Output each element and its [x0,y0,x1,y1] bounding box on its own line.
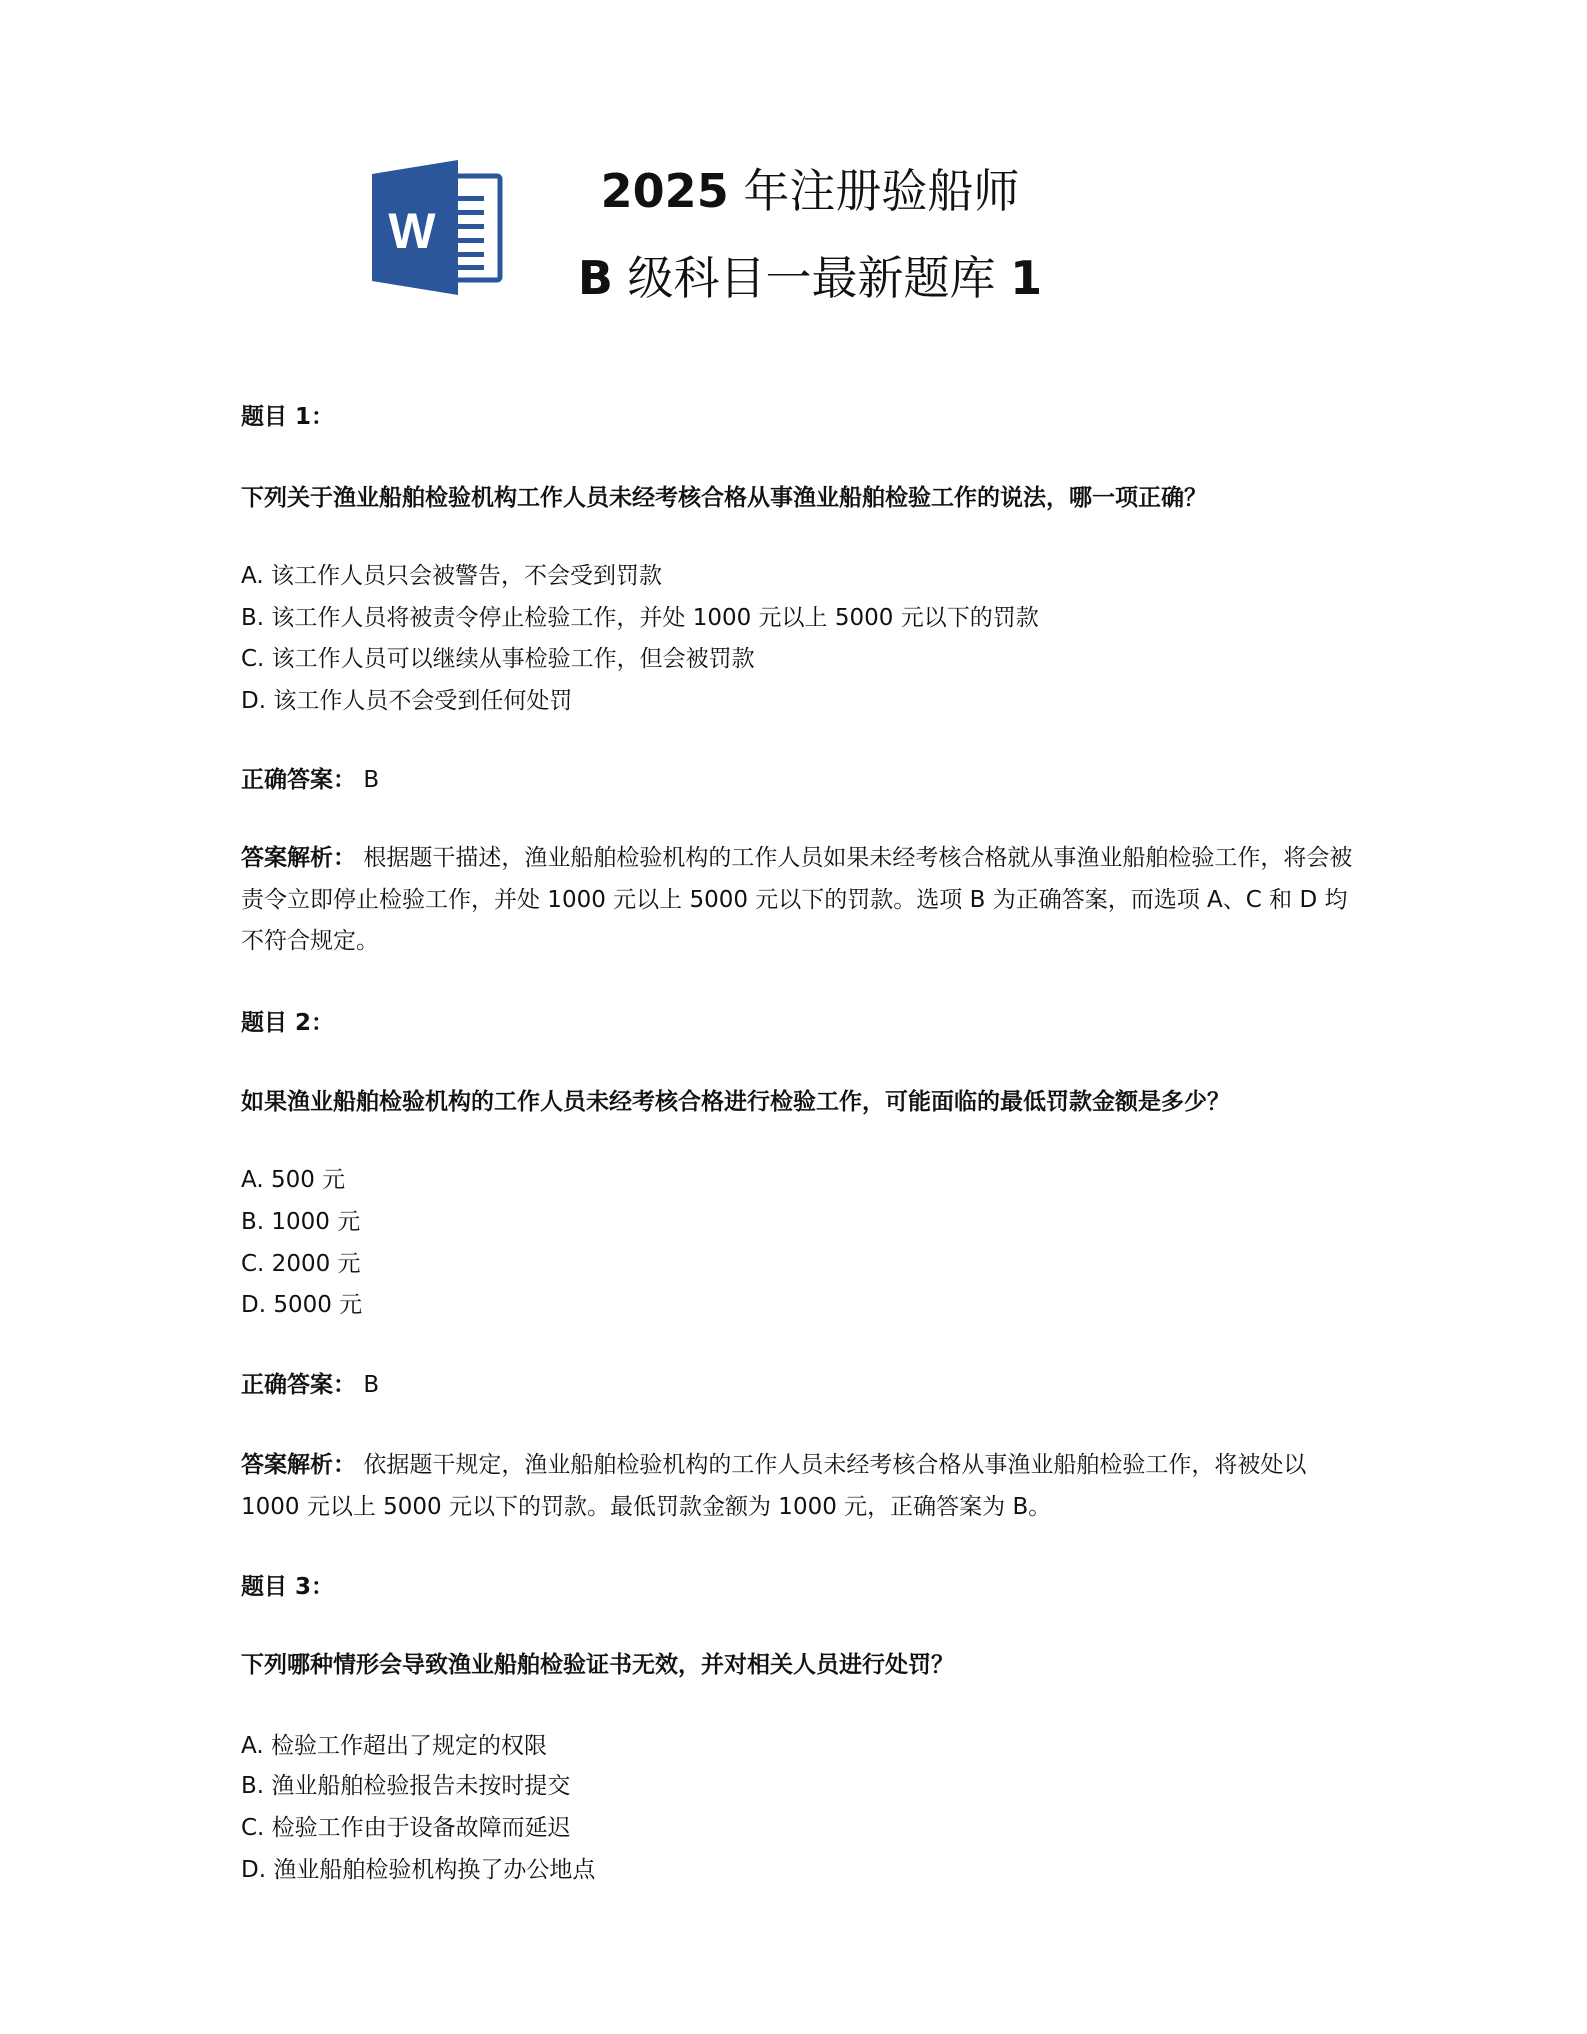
option-a: A. 500 元 [241,1167,346,1193]
question-stem: 下列哪种情形会导致渔业船舶检验证书无效，并对相关人员进行处罚？ [241,1652,954,1678]
option-b: B. 该工作人员将被责令停止检验工作，并处 1000 元以上 5000 元以下的罚款 [241,605,1039,631]
word-document-icon [372,160,512,295]
answer-value: B [363,767,380,793]
option-a: A. 检验工作超出了规定的权限 [241,1733,547,1759]
answer-explanation [241,838,1356,963]
svg-text:W: W [388,203,436,259]
option-a: A. 该工作人员只会被警告，不会受到罚款 [241,563,662,589]
option-d: D. 5000 元 [241,1292,363,1318]
question-label: 题目 3： [241,1574,335,1600]
answer-label: 正确答案： [241,767,356,793]
option-c: C. 检验工作由于设备故障而延迟 [241,1815,571,1841]
option-b: B. 1000 元 [241,1209,361,1235]
explanation-text: 根据题干描述，渔业船舶检验机构的工作人员如果未经考核合格就从事渔业船舶检验工作，将会被责令立即停止检验工作，并处 1000 元以上 5000 元以下的罚款。选项 B 为正确答案，而选项 A、C 和 D 均不符合规定。 [241,845,1353,954]
title-year: 2025 [600,164,729,218]
title-text: 年注册验船师 [728,164,1020,218]
title-number: 1 [1010,251,1043,305]
answer-explanation [241,1445,1356,1528]
document-title-line1 [520,155,1100,221]
explanation-label: 答案解析： [241,845,356,871]
document-title-line2 [520,242,1100,308]
option-d: D. 渔业船舶检验机构换了办公地点 [241,1857,596,1883]
explanation-label: 答案解析： [241,1452,356,1478]
option-b: B. 渔业船舶检验报告未按时提交 [241,1773,571,1799]
question-stem: 下列关于渔业船舶检验机构工作人员未经考核合格从事渔业船舶检验工作的说法，哪一项正确？ [241,485,1207,511]
question-label: 题目 1： [241,404,335,430]
correct-answer [241,765,379,795]
answer-label: 正确答案： [241,1372,356,1398]
question-stem: 如果渔业船舶检验机构的工作人员未经考核合格进行检验工作，可能面临的最低罚款金额是多少？ [241,1089,1230,1115]
answer-value: B [363,1372,380,1398]
correct-answer [241,1370,379,1400]
option-c: C. 该工作人员可以继续从事检验工作，但会被罚款 [241,646,755,672]
explanation-text: 依据题干规定，渔业船舶检验机构的工作人员未经考核合格从事渔业船舶检验工作，将被处以 1000 元以上 5000 元以下的罚款。最低罚款金额为 1000 元，正确答案为 B。 [241,1452,1307,1520]
title-subject: 级科目一最新题库 [612,251,1011,305]
title-level: B [577,251,613,305]
question-label: 题目 2： [241,1010,335,1036]
option-d: D. 该工作人员不会受到任何处罚 [241,688,573,714]
option-c: C. 2000 元 [241,1251,361,1277]
